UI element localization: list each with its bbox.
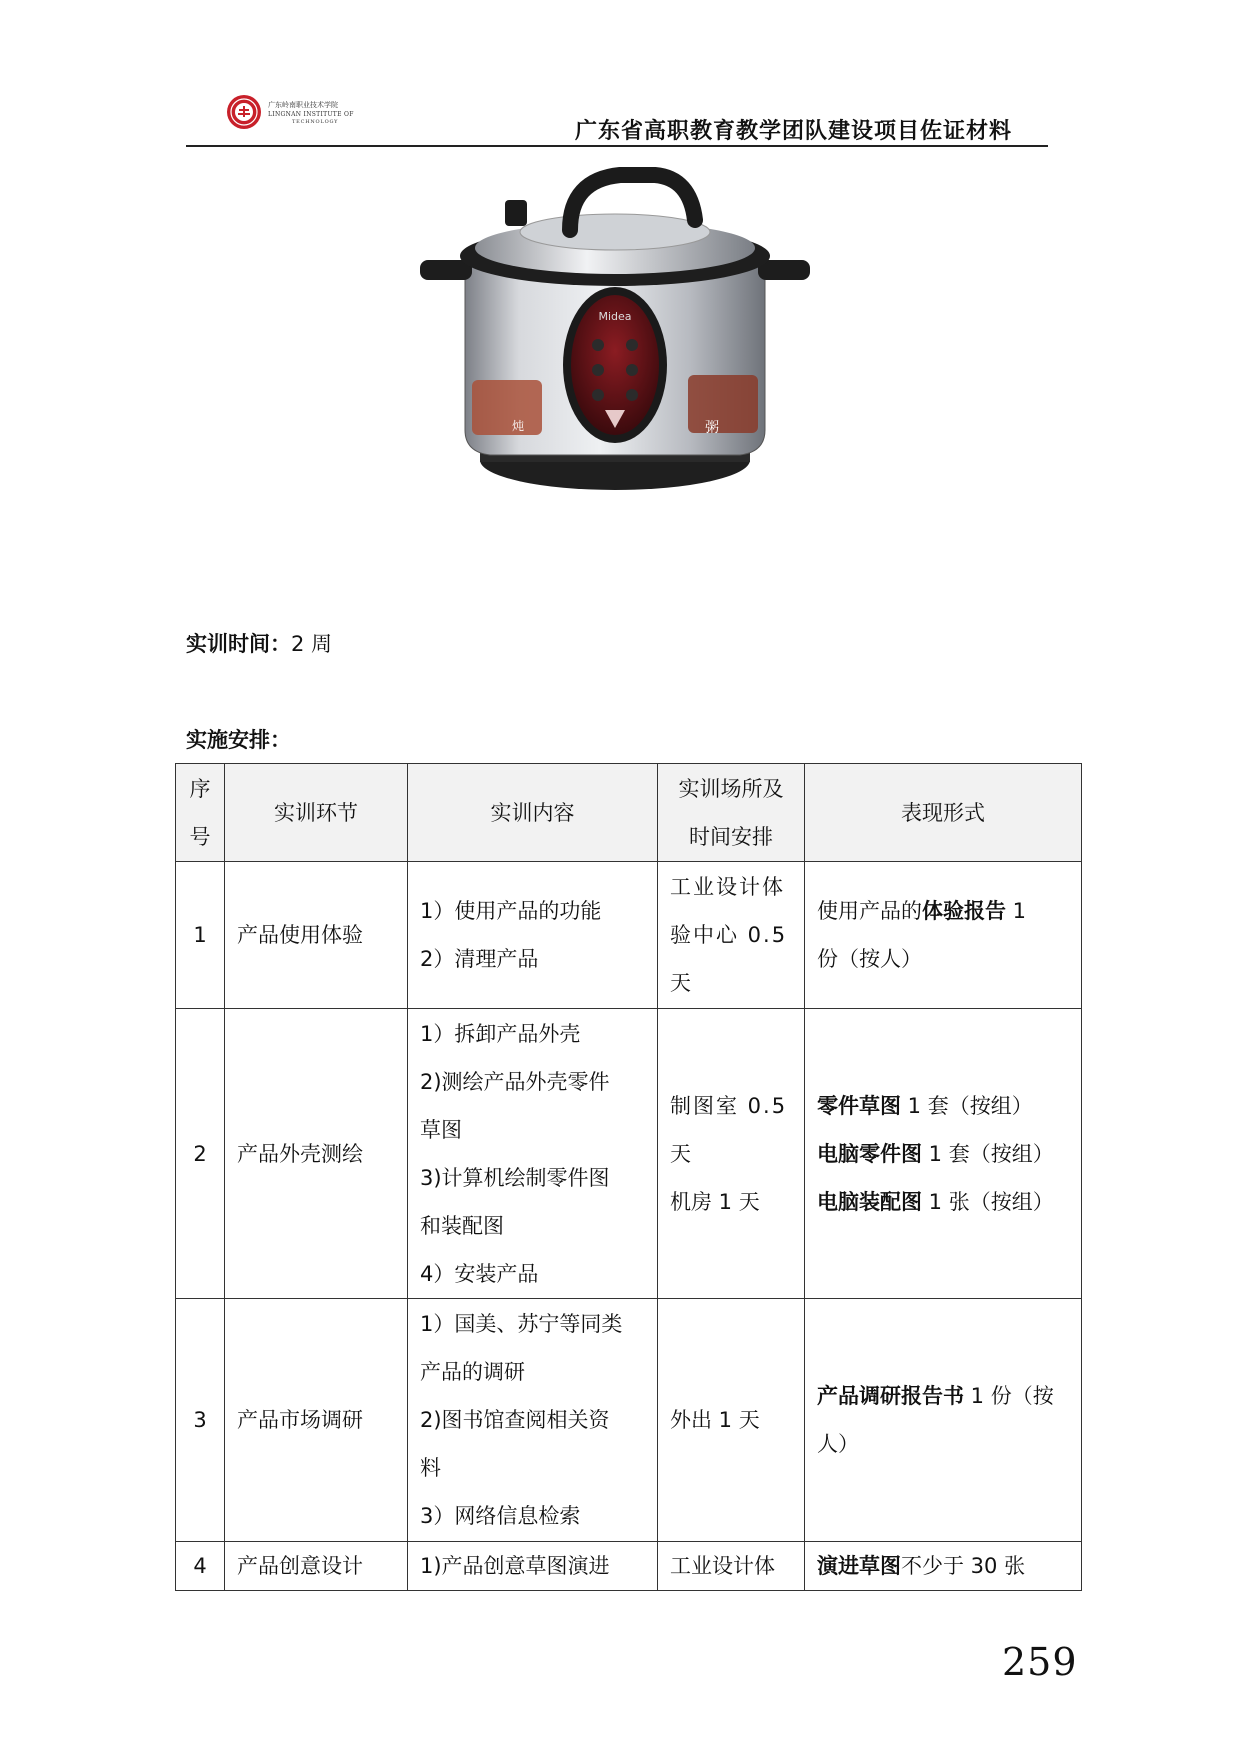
logo-chinese-name: 广东岭南职业技术学院 [268,101,338,109]
table-row [176,1542,1082,1591]
row-no: 3 [176,1299,225,1542]
table-row [176,1299,1082,1542]
table-row [176,1009,1082,1299]
row-stage: 产品使用体验 [225,862,408,1009]
header-stage: 实训环节 [225,764,408,862]
school-seal-icon [226,94,262,130]
training-time-label: 实训时间： [186,632,291,656]
row-place: 外出 1 天 [658,1299,805,1542]
training-time [186,628,332,658]
page-header [186,88,1048,148]
row-place: 制图室 0.5 天 机房 1 天 [658,1009,805,1299]
row-place: 工业设计体 验中心 0.5 天 [658,862,805,1009]
row-no: 2 [176,1009,225,1299]
row-form: 使用产品的体验报告 1 份（按人） [805,862,1082,1009]
row-no: 4 [176,1542,225,1591]
row-content: 1）拆卸产品外壳 2)测绘产品外壳零件 草图 3)计算机绘制零件图 和装配图 4）安装产品 [408,1009,658,1299]
table-header-row [176,764,1082,862]
row-form: 产品调研报告书 1 份（按 人） [805,1299,1082,1542]
header-place: 实训场所及 时间安排 [658,764,805,862]
row-content: 1）使用产品的功能 2）清理产品 [408,862,658,1009]
row-content: 1)产品创意草图演进 [408,1542,658,1591]
header-content: 实训内容 [408,764,658,862]
school-logo [226,94,376,134]
training-plan-table [175,763,1082,1591]
header-form: 表现形式 [805,764,1082,862]
row-no: 1 [176,862,225,1009]
row-stage: 产品外壳测绘 [225,1009,408,1299]
table-row [176,862,1082,1009]
row-place: 工业设计体 [658,1542,805,1591]
logo-english-name-2: TECHNOLOGY [292,119,339,125]
row-content: 1）国美、苏宁等同类 产品的调研 2)图书馆查阅相关资 料 3）网络信息检索 [408,1299,658,1542]
svg-text:炖: 炖 [512,419,525,433]
svg-text:粥: 粥 [705,420,719,436]
row-form: 零件草图 1 套（按组） 电脑零件图 1 套（按组） 电脑装配图 1 张（按组） [805,1009,1082,1299]
header-title: 广东省高职教育教学团队建设项目佐证材料 [574,119,1012,144]
svg-text:Midea: Midea [598,310,632,323]
header-no: 序 号 [176,764,225,862]
row-stage: 产品市场调研 [225,1299,408,1542]
header-divider [186,145,1048,147]
page-number: 259 [1002,1640,1078,1684]
logo-english-name: LINGNAN INSTITUTE OF [268,111,354,118]
arrangement-heading [186,724,291,754]
arrangement-label: 实施安排： [186,728,291,752]
row-form: 演进草图不少于 30 张 [805,1542,1082,1591]
training-time-value: 2 周 [291,632,333,656]
row-stage: 产品创意设计 [225,1542,408,1591]
pressure-cooker-image [420,160,810,540]
